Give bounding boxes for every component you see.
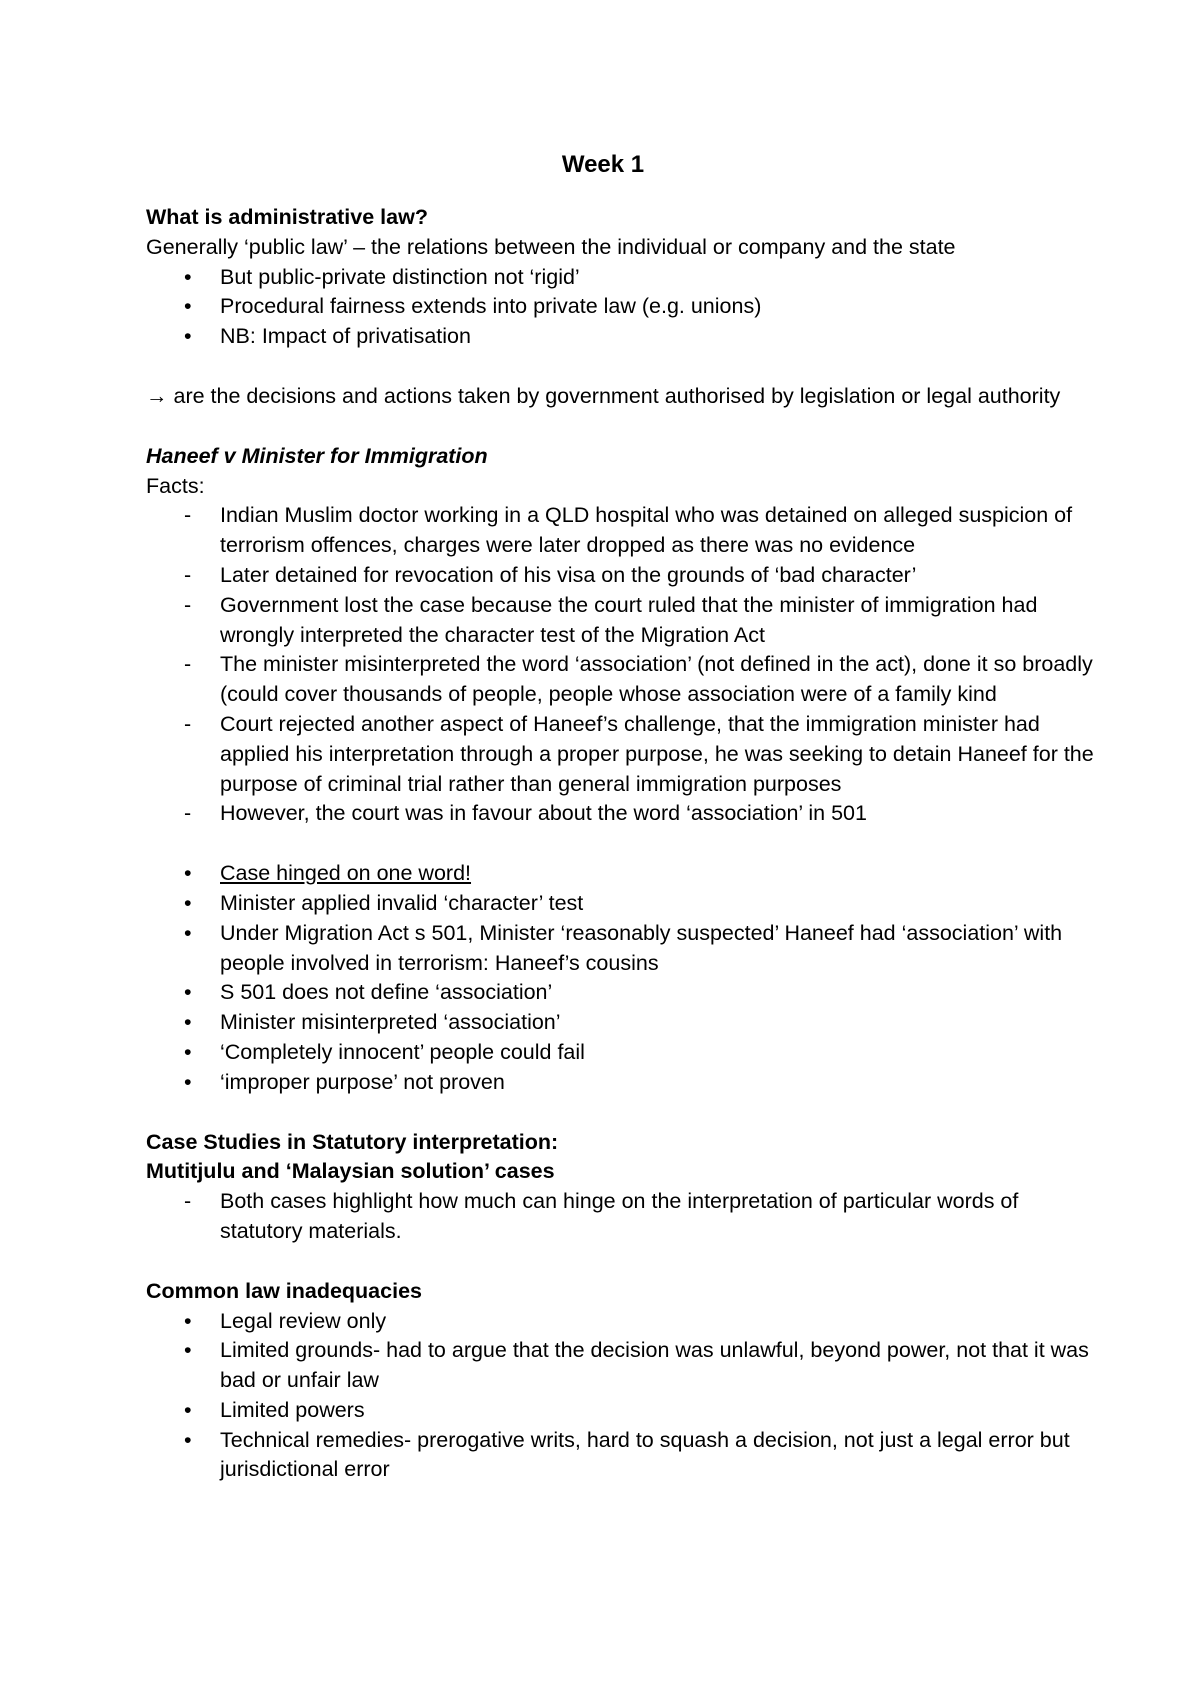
list-item [146,322,1100,352]
arrow-paragraph-text: are the decisions and actions taken by government authorised by legislation or legal authority [173,383,1061,408]
list-item [146,1426,1100,1486]
list-item-text: NB: Impact of privatisation [220,324,471,349]
list-item [146,859,1100,889]
list-item-text: Technical remedies- prerogative writs, hard to squash a decision, not just a legal error but jurisdictional error [220,1427,1070,1482]
bullet-icon: • [184,324,192,349]
list-item-text: Under Migration Act s 501, Minister ‘reasonably suspected’ Haneef had ‘association’ with people involved in terrorism: Haneef’s cousins [220,920,1063,975]
list-item [146,1038,1100,1068]
dash-icon: - [184,1189,192,1214]
section-heading-common-law: Common law inadequacies [146,1278,422,1303]
case-heading-haneef: Haneef v Minister for Immigration [146,443,488,468]
list-item [146,1307,1100,1337]
list-item-text: But public-private distinction not ‘rigid’ [220,264,580,289]
bullet-icon: • [184,1397,192,1422]
bullet-icon: • [184,1069,192,1094]
list-item [146,591,1100,651]
bullet-icon: • [184,1308,192,1333]
bullet-list-common-law [146,1307,1100,1486]
bullet-icon: • [184,294,192,319]
arrow-paragraph [146,382,1100,412]
list-item [146,1187,1100,1247]
list-item-text: S 501 does not define ‘association’ [220,980,553,1005]
dash-icon: - [184,592,192,617]
list-item [146,501,1100,561]
list-item [146,919,1100,979]
list-item-text: However, the court was in favour about the word ‘association’ in 501 [220,801,867,826]
dash-list-haneef-facts [146,501,1100,829]
list-item [146,889,1100,919]
list-item [146,263,1100,293]
bullet-icon: • [184,1039,192,1064]
list-item-text: Legal review only [220,1308,387,1333]
spacer [146,829,1100,859]
bullet-icon: • [184,920,192,945]
facts-label: Facts: [146,473,205,498]
dash-icon: - [184,652,192,677]
list-item [146,799,1100,829]
list-item [146,292,1100,322]
bullet-icon: • [184,890,192,915]
section-heading-case-studies: Case Studies in Statutory interpretation: [146,1129,559,1154]
list-item [146,978,1100,1008]
dash-list-case-studies [146,1187,1100,1247]
list-item [146,1068,1100,1098]
bullet-list-admin-law [146,263,1100,352]
list-item [146,1396,1100,1426]
dash-icon: - [184,711,192,736]
page-title: Week 1 [561,151,645,178]
list-item-text: Case hinged on one word! [220,861,472,886]
list-item [146,650,1100,710]
bullet-icon: • [184,980,192,1005]
list-item-text: Minister misinterpreted ‘association’ [220,1010,561,1035]
bullet-icon: • [184,1010,192,1035]
dash-icon: - [184,801,192,826]
list-item-text: Limited grounds- had to argue that the decision was unlawful, beyond power, not that it was bad or unfair law [220,1338,1089,1393]
list-item-text: Minister applied invalid ‘character’ test [220,890,584,915]
list-item [146,561,1100,591]
spacer [146,352,1100,382]
section-heading-admin-law: What is administrative law? [146,205,428,229]
list-item-text: ‘improper purpose’ not proven [220,1069,505,1094]
bullet-icon: • [184,861,192,886]
spacer [146,1098,1100,1128]
list-item-text: ‘Completely innocent’ people could fail [220,1039,585,1064]
list-item-text: The minister misinterpreted the word ‘association’ (not defined in the act), done it so broadly (could cover thousands of people, people whose association were of a family kind [220,652,1093,707]
list-item-text: Both cases highlight how much can hinge on the interpretation of particular words of statutory materials. [220,1189,1019,1243]
spacer [146,1247,1100,1277]
bullet-list-haneef-summary [146,859,1100,1097]
list-item-text: Procedural fairness extends into private law (e.g. unions) [220,294,762,319]
subheading-mutitjulu: Mutitjulu and ‘Malaysian solution’ cases [146,1159,555,1184]
bullet-icon: • [184,1427,192,1452]
list-item [146,1008,1100,1038]
intro-paragraph: Generally ‘public law’ – the relations between the individual or company and the state [146,234,956,259]
list-item-text: Indian Muslim doctor working in a QLD hospital who was detained on alleged suspicion of terrorism offences, charges were later dropped as there was no evidence [220,503,1073,558]
list-item-text: Limited powers [220,1397,365,1422]
spacer [146,412,1100,442]
dash-icon: - [184,503,192,528]
list-item [146,1336,1100,1396]
list-item-text: Later detained for revocation of his visa on the grounds of ‘bad character’ [220,562,917,587]
bullet-icon: • [184,264,192,289]
list-item-text: Government lost the case because the court ruled that the minister of immigration had wrongly interpreted the character test of the Migration Act [220,592,1038,647]
list-item-text: Court rejected another aspect of Haneef’s challenge, that the immigration minister had applied his interpretation through a proper purpose, he was seeking to detain Haneef for the purpose of criminal trial rather than general immigration purposes [220,711,1094,796]
arrow-icon: → [146,383,168,408]
list-item [146,710,1100,799]
bullet-icon: • [184,1338,192,1363]
dash-icon: - [184,562,192,587]
